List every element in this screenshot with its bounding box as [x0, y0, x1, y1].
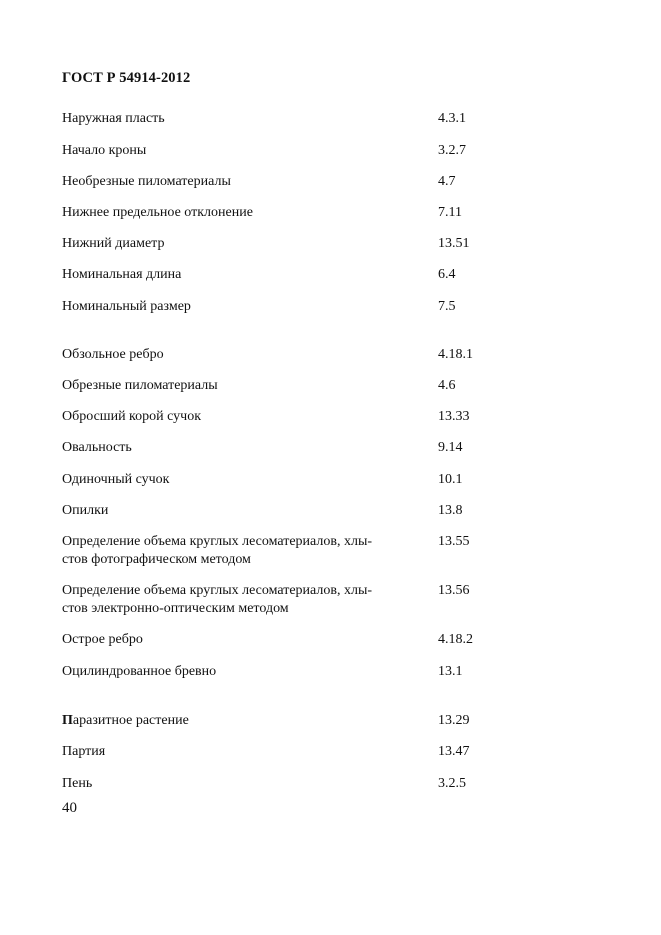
- index-term: Необрезные пиломатериалы: [62, 174, 231, 189]
- index-term: [62, 533, 417, 569]
- index-term: Пень: [62, 776, 93, 791]
- index-term: Начало кроны: [62, 143, 147, 158]
- index-ref: 13.47: [438, 744, 470, 759]
- index-ref: 7.5: [438, 299, 456, 314]
- index-term: Обрезные пиломатериалы: [62, 378, 218, 393]
- index-term: Острое ребро: [62, 632, 143, 647]
- index-ref: 13.8: [438, 503, 463, 518]
- index-term: Обзольное ребро: [62, 347, 164, 362]
- index-ref: 4.18.2: [438, 632, 473, 647]
- index-ref: 10.1: [438, 472, 463, 487]
- index-ref: 3.2.5: [438, 776, 466, 791]
- index-ref: 13.33: [438, 409, 470, 424]
- index-ref: 4.6: [438, 378, 456, 393]
- index-ref: 3.2.7: [438, 143, 466, 158]
- index-term: [62, 582, 417, 618]
- index-ref: 6.4: [438, 267, 456, 282]
- index-ref: 13.56: [438, 583, 470, 598]
- index-term: Партия: [62, 744, 106, 759]
- index-term-initial: П: [62, 713, 73, 728]
- index-term-line: стов электронно-оптическим методом: [62, 601, 289, 616]
- index-ref: 4.18.1: [438, 347, 473, 362]
- index-ref: 4.7: [438, 174, 456, 189]
- index-term: Оцилиндрованное бревно: [62, 664, 217, 679]
- index-term-line: стов фотографическом методом: [62, 552, 251, 567]
- index-ref: 7.11: [438, 205, 462, 220]
- index-term: Нижний диаметр: [62, 236, 165, 251]
- document-header: ГОСТ Р 54914-2012: [62, 70, 191, 86]
- index-ref: 13.55: [438, 534, 470, 549]
- index-term: Овальность: [62, 440, 132, 455]
- index-ref: 9.14: [438, 440, 463, 455]
- index-term: [62, 712, 417, 730]
- index-term-rest: аразитное растение: [72, 713, 189, 728]
- index-ref: 13.1: [438, 664, 463, 679]
- index-term-line: Определение объема круглых лесоматериалов, хлы-: [62, 583, 373, 598]
- index-ref: 13.51: [438, 236, 470, 251]
- index-term: Номинальная длина: [62, 267, 182, 282]
- index-term: Нижнее предельное отклонение: [62, 205, 253, 220]
- index-ref: 13.29: [438, 713, 470, 728]
- page-number: 40: [62, 800, 77, 816]
- index-term: Обросший корой сучок: [62, 409, 202, 424]
- index-term-line: Определение объема круглых лесоматериалов, хлы-: [62, 534, 373, 549]
- index-ref: 4.3.1: [438, 111, 466, 126]
- index-term: Опилки: [62, 503, 109, 518]
- index-term: Наружная пласть: [62, 111, 165, 126]
- index-term: Номинальный размер: [62, 299, 191, 314]
- index-term: Одиночный сучок: [62, 472, 170, 487]
